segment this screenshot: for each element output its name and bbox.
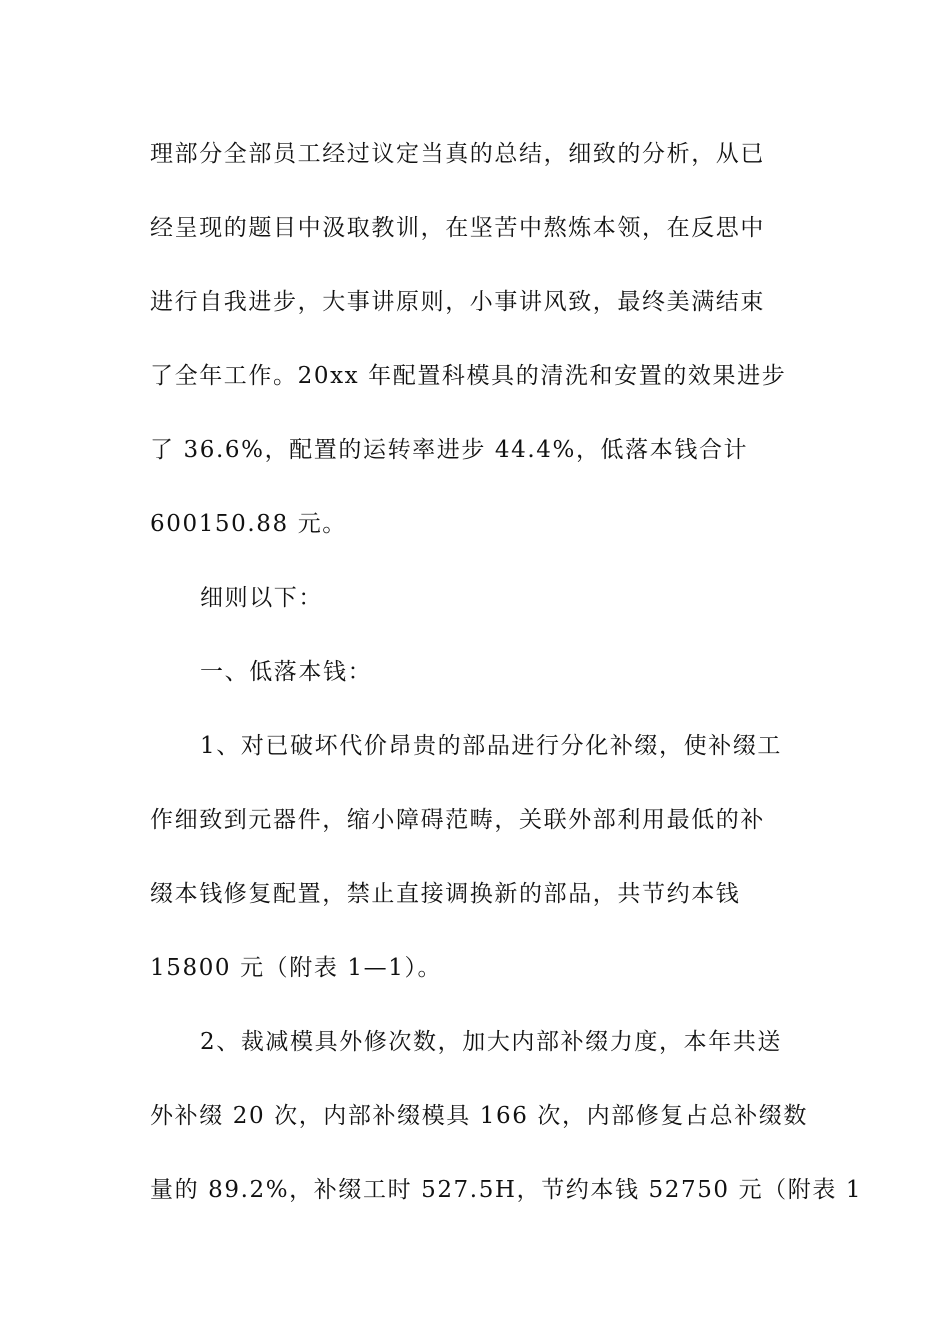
- text-line: 600150.88 元。: [150, 511, 347, 537]
- text-line: 理部分全部员工经过议定当真的总结，细致的分析，从已: [150, 141, 765, 167]
- text-line: 作细致到元器件，缩小障碍范畴，关联外部利用最低的补: [150, 807, 765, 833]
- text-line: 了全年工作。20xx 年配置科模具的清洗和安置的效果进步: [150, 363, 787, 389]
- text-line: 外补缀 20 次，内部补缀模具 166 次，内部修复占总补缀数: [150, 1103, 809, 1129]
- text-line: 缀本钱修复配置，禁止直接调换新的部品，共节约本钱: [150, 881, 741, 907]
- text-line: 经呈现的题目中汲取教训，在坚苦中熬炼本领，在反思中: [150, 215, 765, 241]
- section-intro: 细则以下：: [200, 585, 323, 611]
- text-line: 2、裁减模具外修次数，加大内部补缀力度，本年共送: [200, 1029, 783, 1055]
- text-line: 量的 89.2%，补缀工时 527.5H，节约本钱 52750 元（附表 1: [150, 1177, 863, 1203]
- section-heading: 一、低落本钱：: [200, 659, 373, 685]
- text-line: 了 36.6%，配置的运转率进步 44.4%，低落本钱合计: [150, 437, 749, 463]
- text-line: 15800 元（附表 1—1）。: [150, 955, 443, 981]
- text-line: 1、对已破坏代价昂贵的部品进行分化补缀，使补缀工: [200, 733, 783, 759]
- text-line: 进行自我进步，大事讲原则，小事讲风致，最终美满结束: [150, 289, 765, 315]
